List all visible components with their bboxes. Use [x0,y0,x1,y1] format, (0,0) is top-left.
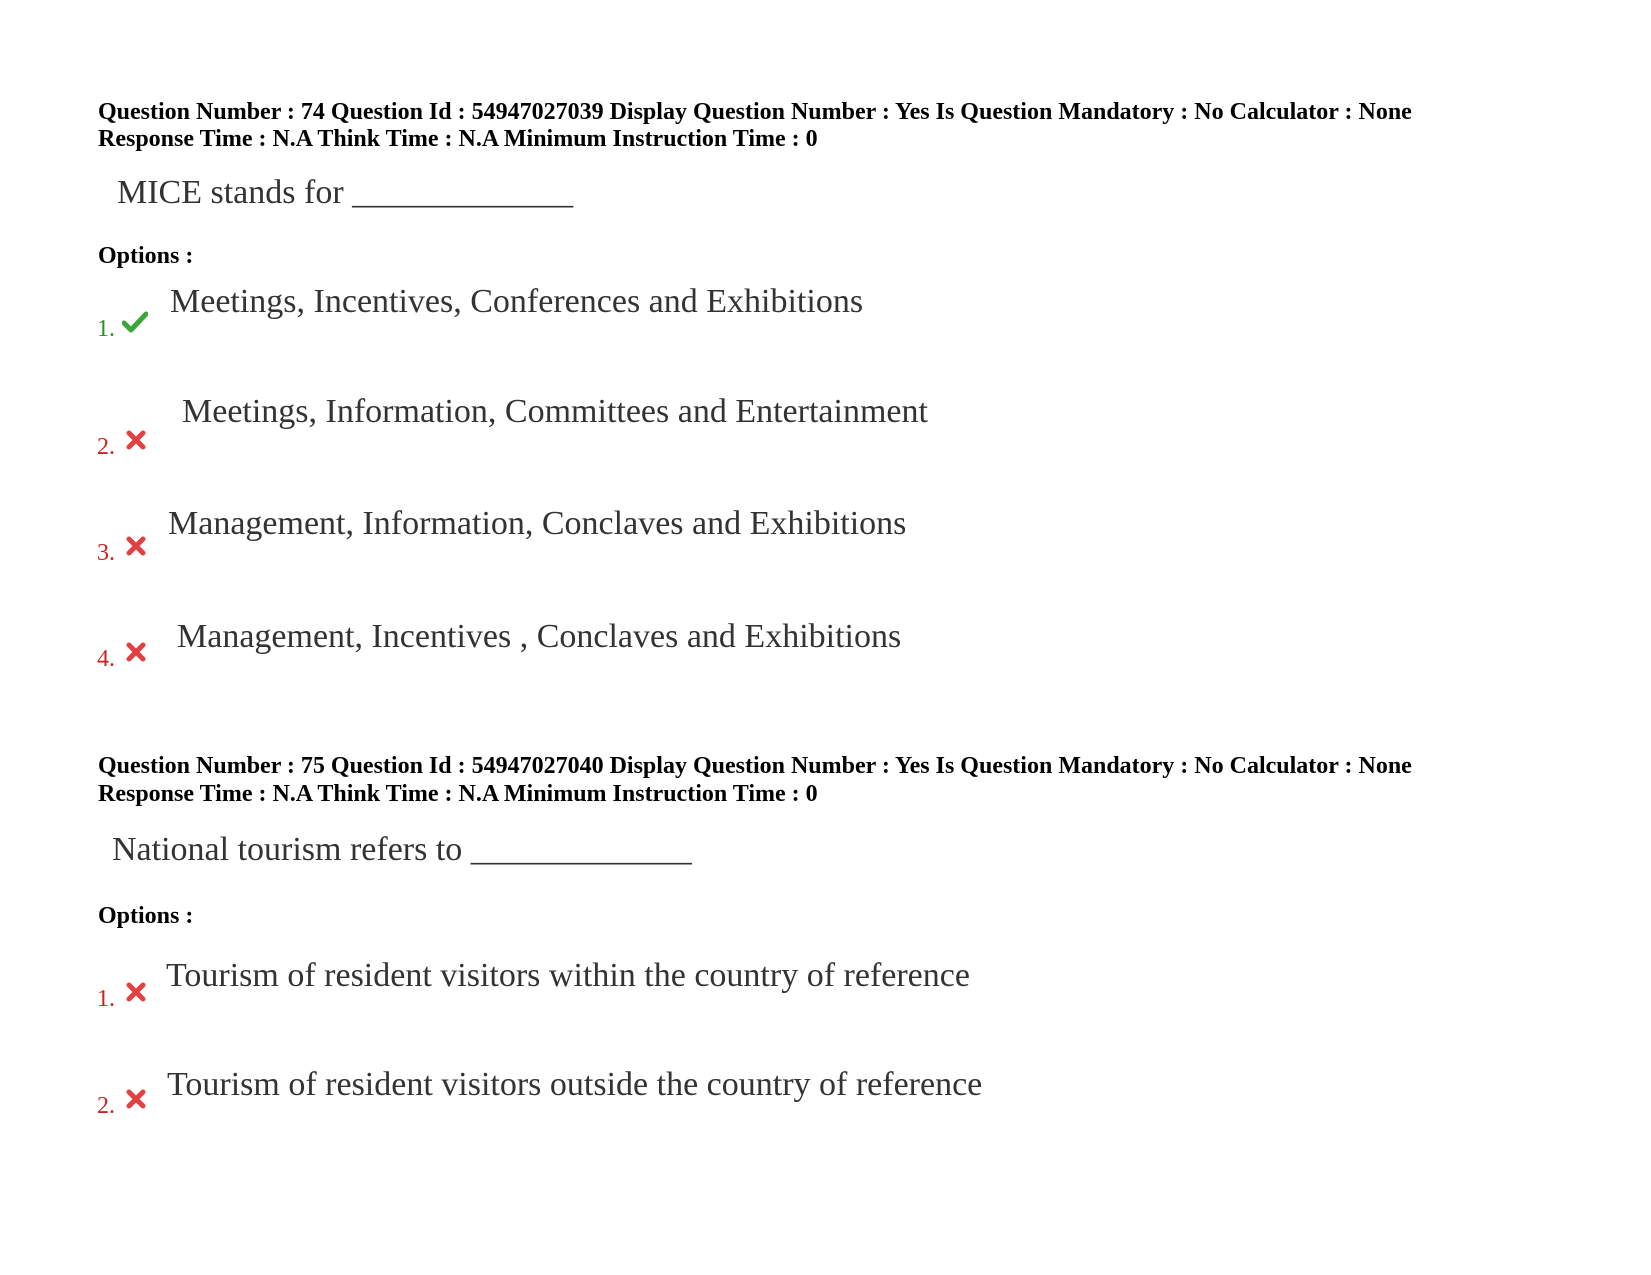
question-text: MICE stands for _____________ [117,174,574,211]
option-text: Meetings, Information, Committees and Entertainment [182,393,928,430]
option-text: Tourism of resident visitors within the country of reference [166,957,970,994]
options-label: Options : [98,243,194,269]
cross-icon [124,1089,150,1111]
question-meta-line2: Response Time : N.A Think Time : N.A Minimum Instruction Time : 0 [98,126,818,152]
question-meta-line1: Question Number : 74 Question Id : 54947027039 Display Question Number : Yes Is Question Mandatory : No Calculator : None [98,99,1412,125]
cross-icon [124,536,150,558]
option-number: 4. [97,646,115,672]
option-text: Meetings, Incentives, Conferences and Exhibitions [170,283,864,320]
options-label: Options : [98,903,194,929]
option-text: Management, Incentives , Conclaves and Exhibitions [177,618,902,655]
option-number: 2. [97,434,115,460]
cross-icon [124,430,150,452]
option-number: 1. [97,316,115,342]
question-meta-line1: Question Number : 75 Question Id : 54947027040 Display Question Number : Yes Is Question Mandatory : No Calculator : None [98,753,1412,779]
option-text: Tourism of resident visitors outside the country of reference [167,1066,983,1103]
question-text: National tourism refers to _____________ [112,831,692,868]
cross-icon [124,982,150,1004]
check-icon [122,311,148,333]
question-meta-line2: Response Time : N.A Think Time : N.A Minimum Instruction Time : 0 [98,781,818,807]
option-number: 3. [97,540,115,566]
option-number: 2. [97,1093,115,1119]
cross-icon [124,642,150,664]
option-number: 1. [97,986,115,1012]
option-text: Management, Information, Conclaves and Exhibitions [168,505,907,542]
